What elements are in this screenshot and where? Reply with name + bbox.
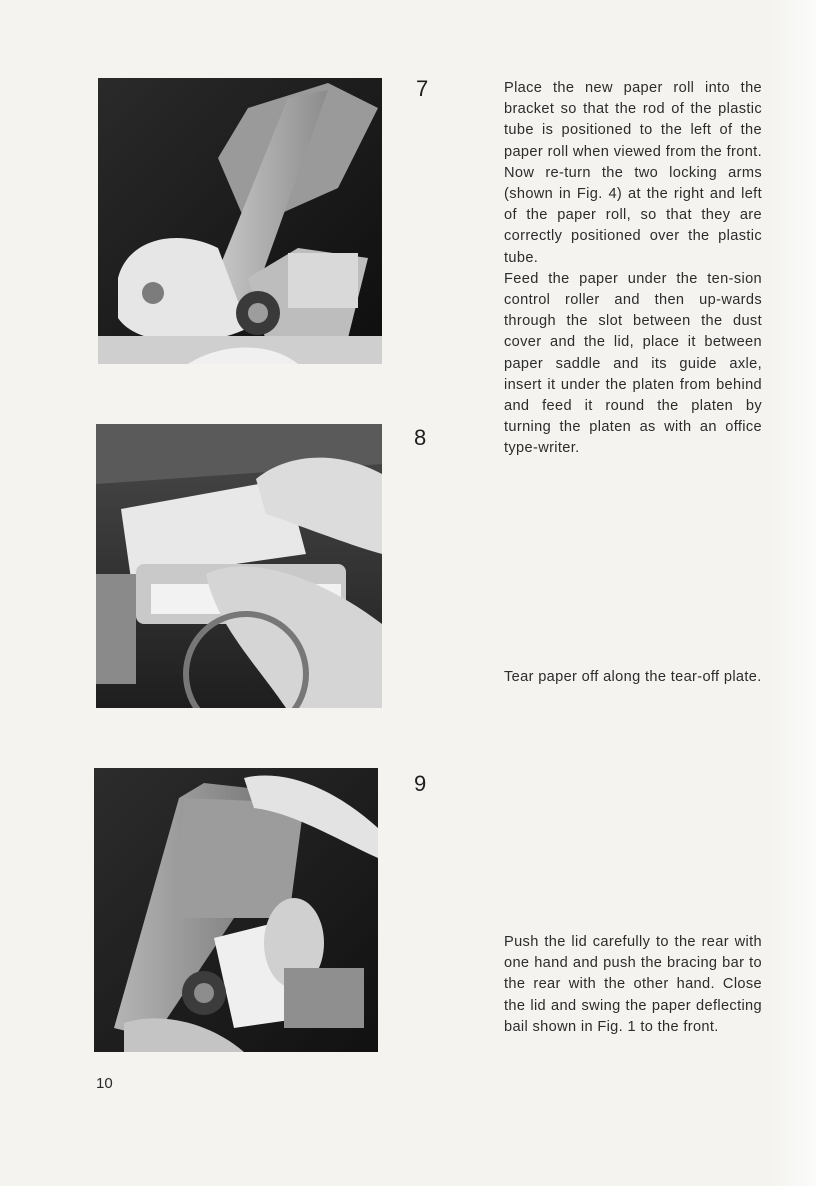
page-edge	[770, 0, 816, 1186]
paragraph: Tear paper off along the tear-off plate.	[504, 669, 762, 685]
instruction-text-7	[504, 78, 762, 460]
figure-number: 8	[414, 425, 427, 450]
photo-closing-lid	[94, 768, 378, 1052]
photo-paper-roll-bracket	[98, 78, 382, 364]
figure-number: 7	[416, 76, 429, 101]
figure-number: 9	[414, 771, 427, 796]
paragraph: Feed the paper under the ten-sion control roller and then up-wards through the slot between the dust cover and the lid, place it between paper saddle and its guide axle, insert it under the platen from behind and feed it round the platen by turning the platen as with an office type-writer.	[504, 270, 762, 457]
instruction-text-9	[504, 932, 762, 1038]
paragraph: Place the new paper roll into the bracket so that the rod of the plastic tube is positioned to the left of the paper roll when viewed from the front. Now re-turn the two locking arms (shown in Fig. 4) at the right and left of the paper roll, so that they are correctly positioned over the plastic tube.	[504, 80, 762, 266]
instruction-text-8	[504, 667, 762, 688]
paragraph: Push the lid carefully to the rear with one hand and push the bracing bar to the rear with the other hand. Close the lid and swing the paper deflecting bail shown in Fig. 1 to the front.	[504, 934, 762, 1035]
page-number: 10	[96, 1075, 113, 1092]
photo-feeding-paper	[96, 424, 382, 708]
